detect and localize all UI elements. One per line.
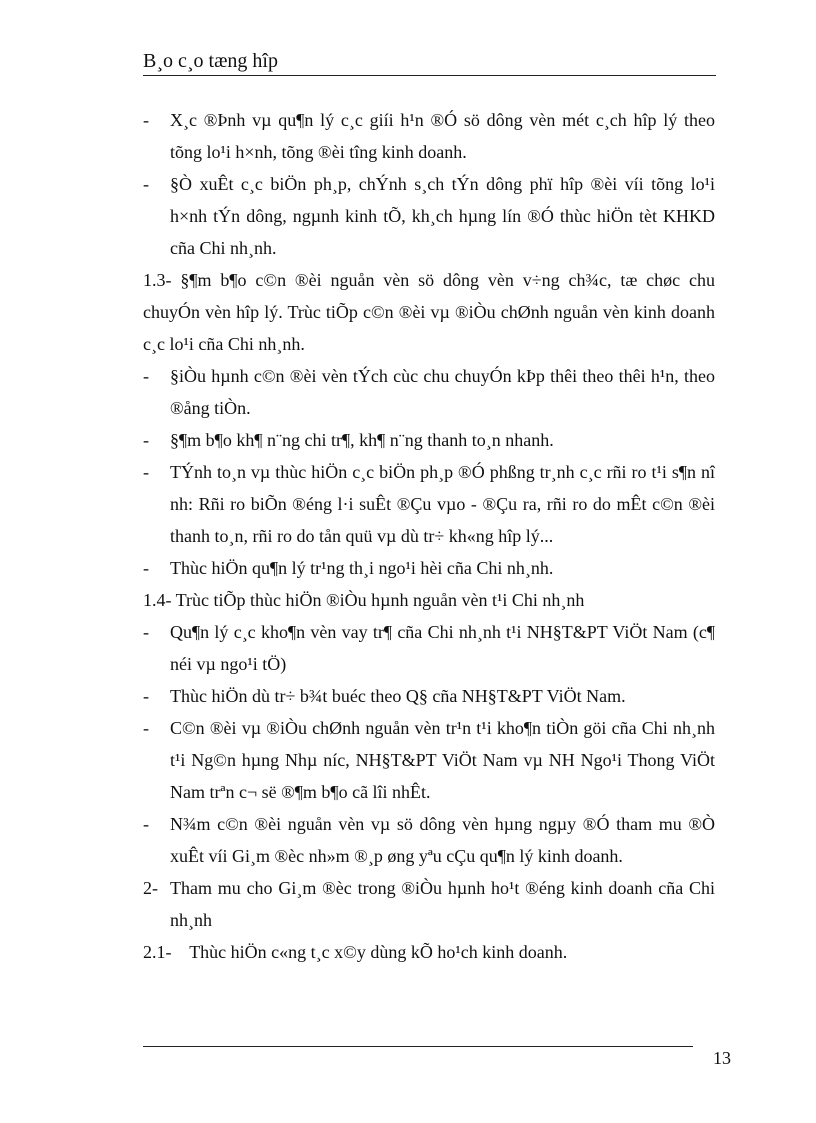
list-item-text: §iÒu hµnh c©n ®èi vèn tÝch cùc chu chuyÓn kÞp thêi theo thêi h¹n, theo ®ång tiÒn. [170, 366, 715, 418]
section-1-3 [143, 264, 715, 360]
list-item [143, 424, 715, 456]
section-2 [143, 872, 715, 936]
header-rule [143, 75, 716, 76]
section-text: Thùc hiÖn c«ng t¸c x©y dùng kÕ ho¹ch kinh doanh. [189, 942, 568, 962]
list-item-text: Thùc hiÖn qu¶n lý tr¹ng th¸i ngo¹i hèi cña Chi nh¸nh. [170, 558, 554, 578]
list-item [143, 680, 715, 712]
list-item-text: C©n ®èi vµ ®iÒu chØnh nguån vèn tr¹n t¹i kho¶n tiÒn göi cña Chi nh¸nh t¹i Ng©n hµng Nhµ níc, NH§T&PT ViÖt Nam vµ NH Ngo¹i Thong ViÖt Nam trªn c¬ së ®¶m b¶o cã lîi nhÊt. [170, 718, 715, 802]
list-item-text: §¶m b¶o kh¶ n¨ng chi tr¶, kh¶ n¨ng thanh to¸n nhanh. [170, 430, 554, 450]
bullet-dash: - [143, 814, 149, 834]
list-item [143, 168, 715, 264]
footer-rule [143, 1046, 693, 1047]
section-number: 1.3- [143, 270, 172, 290]
list-item [143, 360, 715, 424]
document-body [143, 104, 715, 968]
page-number: 13 [713, 1048, 731, 1068]
list-item [143, 616, 715, 680]
bullet-dash: - [143, 430, 149, 450]
list-item [143, 808, 715, 872]
bullet-dash: - [143, 686, 149, 706]
list-item-text: Qu¶n lý c¸c kho¶n vèn vay tr¶ cña Chi nh¸nh t¹i NH§T&PT ViÖt Nam (c¶ néi vµ ngo¹i tÖ) [170, 622, 715, 674]
bullet-dash: - [143, 558, 149, 578]
section-number: 2.1- [143, 942, 172, 962]
list-item-text: TÝnh to¸n vµ thùc hiÖn c¸c biÖn ph¸p ®Ó phßng tr¸nh c¸c rñi ro t¹i s¶n nî nh: Rñi ro biÕn ®éng l·i suÊt ®Çu vµo - ®Çu ra, rñi ro do mÊt c©n ®èi thanh to¸n, rñi ro do tån quü vµ dù tr÷ kh«ng hîp lý... [170, 462, 715, 546]
list-item-text: Thùc hiÖn dù tr÷ b¾t buéc theo Q§ cña NH§T&PT ViÖt Nam. [170, 686, 626, 706]
section-number: 2- [143, 878, 158, 898]
bullet-dash: - [143, 718, 149, 738]
list-item-text: X¸c ®Þnh vµ qu¶n lý c¸c giíi h¹n ®Ó sö dông vèn mét c¸ch hîp lý theo tõng lo¹i h×nh, tõng ®èi tîng kinh doanh. [170, 110, 715, 162]
list-item [143, 456, 715, 552]
list-item-text: §Ò xuÊt c¸c biÖn ph¸p, chÝnh s¸ch tÝn dông phï hîp ®èi víi tõng lo¹i h×nh tÝn dông, ngµnh kinh tÕ, kh¸ch hµng lín ®Ó thùc hiÖn tèt KHKD cña Chi nh¸nh. [170, 174, 715, 258]
bullet-dash: - [143, 622, 149, 642]
list-item [143, 712, 715, 808]
section-1-4: 1.4- Trùc tiÕp thùc hiÖn ®iÒu hµnh nguån vèn t¹i Chi nh¸nh [143, 590, 585, 610]
section-2-1 [143, 936, 715, 968]
section-text: §¶m b¶o c©n ®èi nguån vèn sö dông vèn v÷ng ch¾c, tæ chøc chu chuyÓn vèn hîp lý. Trùc tiÕp c©n ®èi vµ ®iÒu chØnh nguån vèn kinh doanh c¸c lo¹i cña Chi nh¸nh. [143, 270, 716, 354]
bullet-dash: - [143, 462, 149, 482]
list-item [143, 552, 715, 584]
section-text: Tham mu cho Gi¸m ®èc trong ®iÒu hµnh ho¹t ®éng kinh doanh cña Chi nh¸nh [170, 878, 715, 930]
list-item-text: N¾m c©n ®èi nguån vèn vµ sö dông vèn hµng ngµy ®Ó tham mu ®Ò xuÊt víi Gi¸m ®èc nh»m ®¸p øng yªu cÇu qu¶n lý kinh doanh. [170, 814, 715, 866]
bullet-dash: - [143, 174, 149, 194]
bullet-dash: - [143, 110, 149, 130]
bullet-dash: - [143, 366, 149, 386]
page-header-title: B¸o c¸o tæng hîp [143, 50, 278, 72]
list-item [143, 104, 715, 168]
